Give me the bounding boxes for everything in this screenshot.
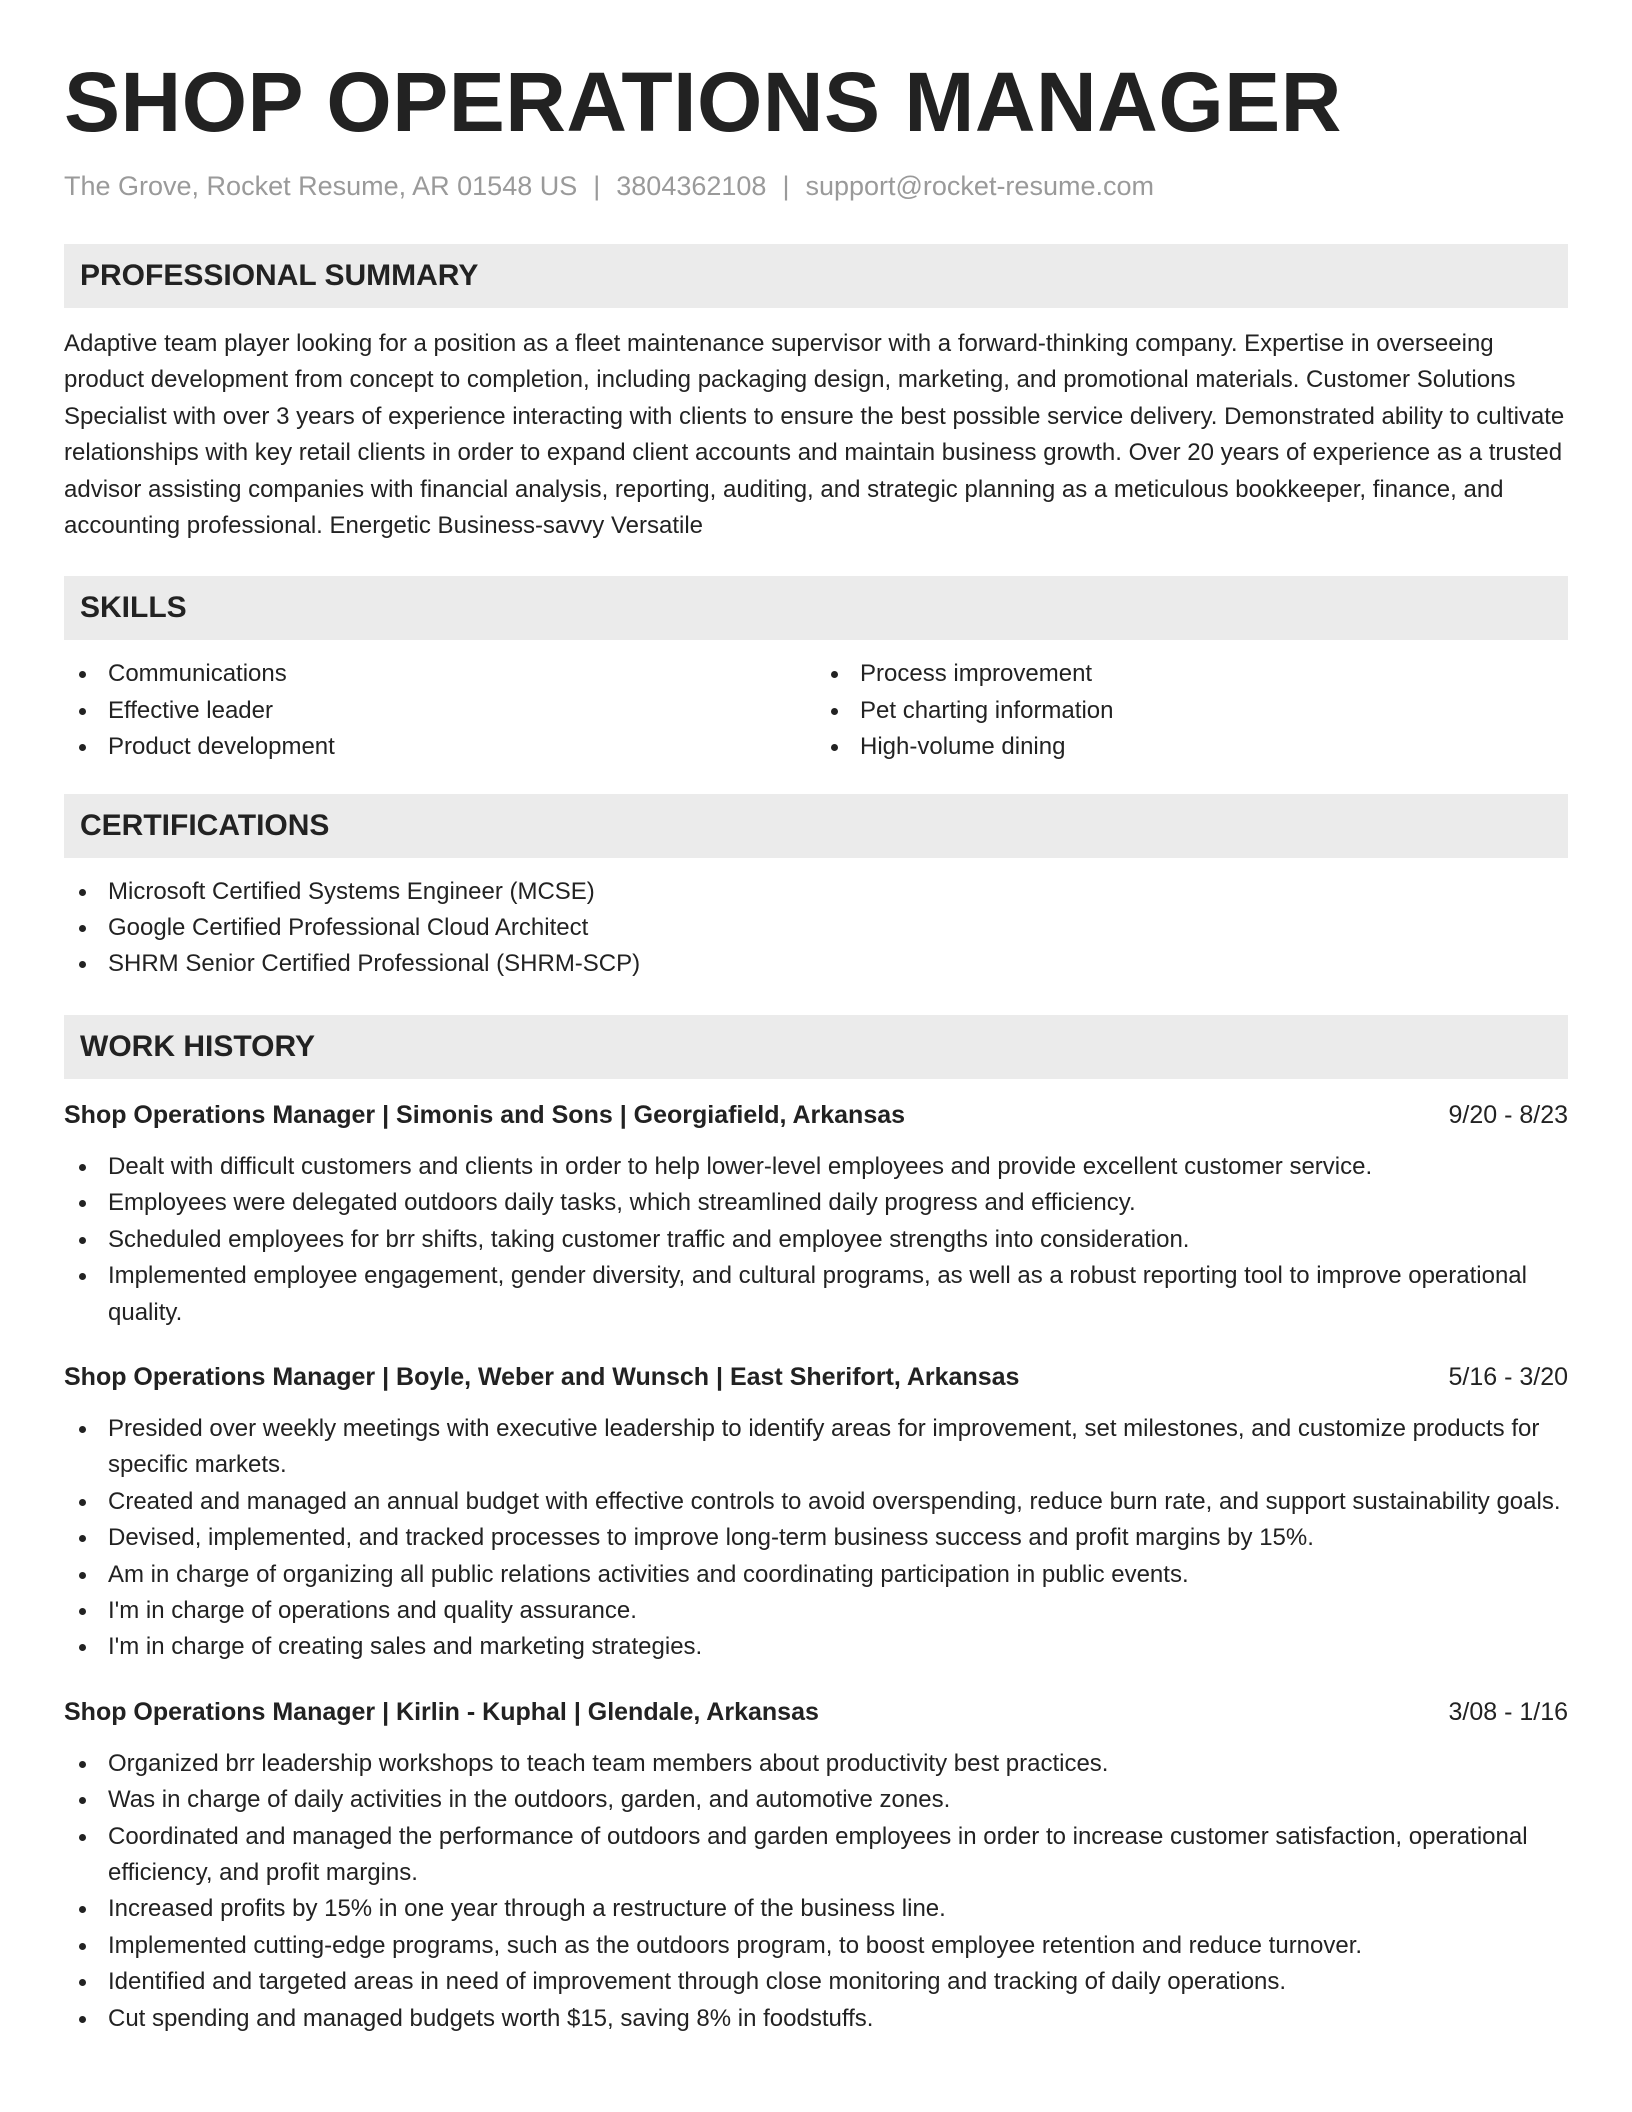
certifications-heading: CERTIFICATIONS <box>64 794 1568 858</box>
contact-line <box>64 168 1568 204</box>
skills-list-right <box>816 656 1568 765</box>
job-entry <box>64 1359 1568 1666</box>
skill-item: High-volume dining <box>816 729 1568 765</box>
job-entry <box>64 1694 1568 2037</box>
summary-heading: PROFESSIONAL SUMMARY <box>64 244 1568 308</box>
skill-item: Pet charting information <box>816 693 1568 729</box>
job-header <box>64 1694 1568 1730</box>
skill-item: Process improvement <box>816 656 1568 692</box>
contact-separator: | <box>782 171 790 201</box>
job-bullet: I'm in charge of operations and quality assurance. <box>64 1593 1568 1629</box>
certification-item: Google Certified Professional Cloud Architect <box>64 910 1568 946</box>
job-dates: 9/20 - 8/23 <box>1448 1100 1568 1129</box>
skills-list-left <box>64 656 816 765</box>
job-bullet: Increased profits by 15% in one year through a restructure of the business line. <box>64 1891 1568 1927</box>
contact-address: The Grove, Rocket Resume, AR 01548 US <box>64 171 578 201</box>
job-header <box>64 1097 1568 1133</box>
job-entry <box>64 1097 1568 1331</box>
certification-item: Microsoft Certified Systems Engineer (MCSE) <box>64 874 1568 910</box>
work-history-heading: WORK HISTORY <box>64 1015 1568 1079</box>
job-bullet: I'm in charge of creating sales and marketing strategies. <box>64 1629 1568 1665</box>
job-bullet: Presided over weekly meetings with executive leadership to identify areas for improvement, set milestones, and customize products for specific markets. <box>64 1411 1568 1484</box>
job-bullets <box>64 1746 1568 2037</box>
job-bullet: Employees were delegated outdoors daily tasks, which streamlined daily progress and efficiency. <box>64 1185 1568 1221</box>
summary-text: Adaptive team player looking for a position as a fleet maintenance supervisor with a forward-thinking company. Expertise in overseeing product development from concept to completion, including packaging design, marketing, and promotional materials. Customer Solutions Specialist with over 3 years of experience interacting with clients to ensure the best possible service delivery. Demonstrated ability to cultivate relationships with key retail clients in order to expand client accounts and maintain business growth. Over 20 years of experience as a trusted advisor assisting companies with financial analysis, reporting, auditing, and strategic planning as a meticulous bookkeeper, finance, and accounting professional. Energetic Business-savvy Versatile <box>64 330 1565 540</box>
job-bullet: Cut spending and managed budgets worth $15, saving 8% in foodstuffs. <box>64 2001 1568 2037</box>
contact-separator: | <box>593 171 601 201</box>
job-bullet: Created and managed an annual budget with effective controls to avoid overspending, reduce burn rate, and support sustainability goals. <box>64 1484 1568 1520</box>
job-bullets <box>64 1411 1568 1666</box>
skills-grid <box>64 656 1568 765</box>
job-bullet: Devised, implemented, and tracked processes to improve long-term business success and profit margins by 15%. <box>64 1520 1568 1556</box>
job-bullet: Implemented cutting-edge programs, such as the outdoors program, to boost employee retention and reduce turnover. <box>64 1928 1568 1964</box>
job-bullet: Am in charge of organizing all public relations activities and coordinating participation in public events. <box>64 1557 1568 1593</box>
certifications-list <box>64 874 1568 983</box>
skill-item: Effective leader <box>64 693 816 729</box>
job-dates: 5/16 - 3/20 <box>1448 1362 1568 1391</box>
job-title: Shop Operations Manager | Boyle, Weber and Wunsch | East Sherifort, Arkansas <box>64 1362 1020 1391</box>
job-bullet: Dealt with difficult customers and clients in order to help lower-level employees and provide excellent customer service. <box>64 1149 1568 1185</box>
contact-phone: 3804362108 <box>616 171 767 201</box>
skills-heading: SKILLS <box>64 576 1568 640</box>
certifications-section <box>64 794 1568 983</box>
job-bullet: Organized brr leadership workshops to teach team members about productivity best practices. <box>64 1746 1568 1782</box>
certification-item: SHRM Senior Certified Professional (SHRM-SCP) <box>64 946 1568 982</box>
skills-section <box>64 576 1568 765</box>
work-history-section <box>64 1015 1568 2037</box>
job-bullet: Coordinated and managed the performance of outdoors and garden employees in order to increase customer satisfaction, operational efficiency, and profit margins. <box>64 1819 1568 1892</box>
job-bullet: Implemented employee engagement, gender diversity, and cultural programs, as well as a robust reporting tool to improve operational quality. <box>64 1258 1568 1331</box>
job-bullet: Identified and targeted areas in need of improvement through close monitoring and tracking of daily operations. <box>64 1964 1568 2000</box>
candidate-name: SHOP OPERATIONS MANAGER <box>64 55 1342 149</box>
job-dates: 3/08 - 1/16 <box>1448 1697 1568 1726</box>
summary-section <box>64 244 1568 544</box>
contact-email: support@rocket-resume.com <box>805 171 1154 201</box>
job-bullet: Scheduled employees for brr shifts, taking customer traffic and employee strengths into consideration. <box>64 1222 1568 1258</box>
job-title: Shop Operations Manager | Simonis and Sons | Georgiafield, Arkansas <box>64 1100 906 1129</box>
skill-item: Product development <box>64 729 816 765</box>
job-bullet: Was in charge of daily activities in the outdoors, garden, and automotive zones. <box>64 1782 1568 1818</box>
job-bullets <box>64 1149 1568 1331</box>
job-header <box>64 1359 1568 1395</box>
job-title: Shop Operations Manager | Kirlin - Kuphal | Glendale, Arkansas <box>64 1697 819 1726</box>
skill-item: Communications <box>64 656 816 692</box>
